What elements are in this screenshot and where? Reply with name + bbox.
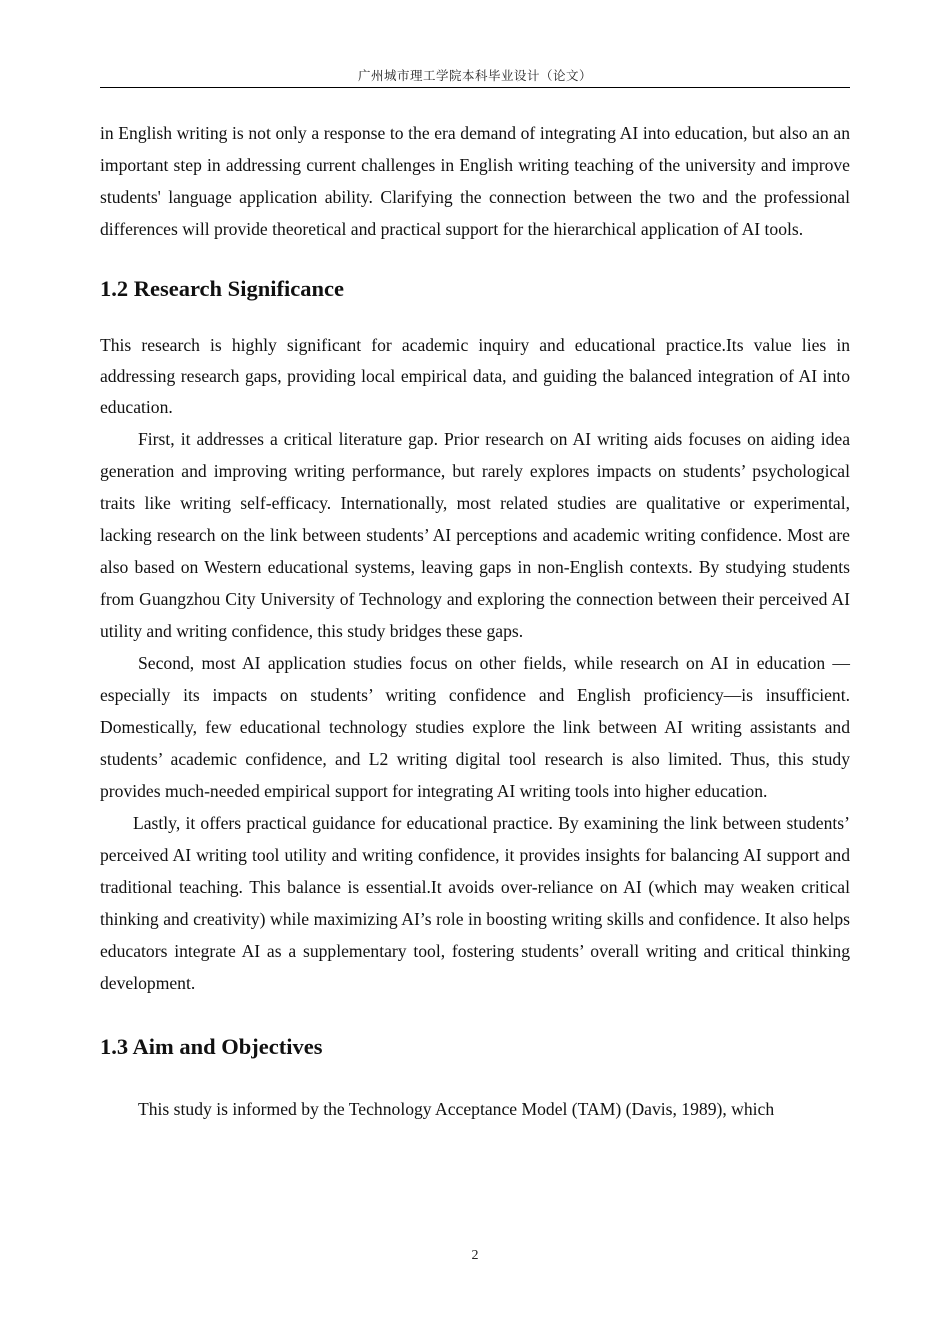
document-body xyxy=(100,117,850,1125)
paragraph-significance-overview: This research is highly significant for academic inquiry and educational practice.Its value lies in addressing research gaps, providing local empirical data, and guiding the balanced integration of AI into education. xyxy=(100,335,850,417)
section-heading-aim-objectives: 1.3 Aim and Objectives xyxy=(100,1034,323,1059)
paragraph-tam-framework: This study is informed by the Technology Acceptance Model (TAM) (Davis, 1989), which xyxy=(138,1099,775,1119)
paragraph-literature-gap: First, it addresses a critical literature gap. Prior research on AI writing aids focuses on aiding idea generation and improving writing performance, but rarely explores impacts on students’ psychological traits like writing self-efficacy. Internationally, most related studies are qualitative or experimental, lacking research on the link between students’ AI perceptions and academic writing confidence. Most are also based on Western educational systems, leaving gaps in non-English contexts. By studying students from Guangzhou City University of Technology and exploring the connection between their perceived AI utility and writing confidence, this study bridges these gaps. xyxy=(100,429,850,641)
paragraph-practical-guidance: Lastly, it offers practical guidance for educational practice. By examining the link between students’ perceived AI writing tool utility and writing confidence, it provides insights for balancing AI support and traditional teaching. This balance is essential.It avoids over-reliance on AI (which may weaken critical thinking and creativity) while maximizing AI’s role in boosting writing skills and confidence. It also helps educators integrate AI as a supplementary tool, fostering students’ overall writing and critical thinking development. xyxy=(100,813,850,993)
header-title: 广州城市理工学院本科毕业设计（论文） xyxy=(357,68,592,83)
paragraph-ai-education-research: Second, most AI application studies focus on other fields, while research on AI in education —especially its impacts on students’ writing confidence and English proficiency—is insufficient. Domestically, few educational technology studies explore the link between AI writing assistants and students’ academic confidence, and L2 writing digital tool research is also limited. Thus, this study provides much-needed empirical support for integrating AI writing tools into higher education. xyxy=(100,653,850,801)
page-number: 2 xyxy=(471,1248,479,1263)
page-header xyxy=(100,66,850,88)
section-heading-research-significance: 1.2 Research Significance xyxy=(100,276,344,301)
intro-paragraph: in English writing is not only a response to the era demand of integrating AI into education, but also an an important step in addressing current challenges in English writing teaching of the university and improve students' language application ability. Clarifying the connection between the two and the professional differences will provide theoretical and practical support for the hierarchical application of AI tools. xyxy=(100,123,850,239)
